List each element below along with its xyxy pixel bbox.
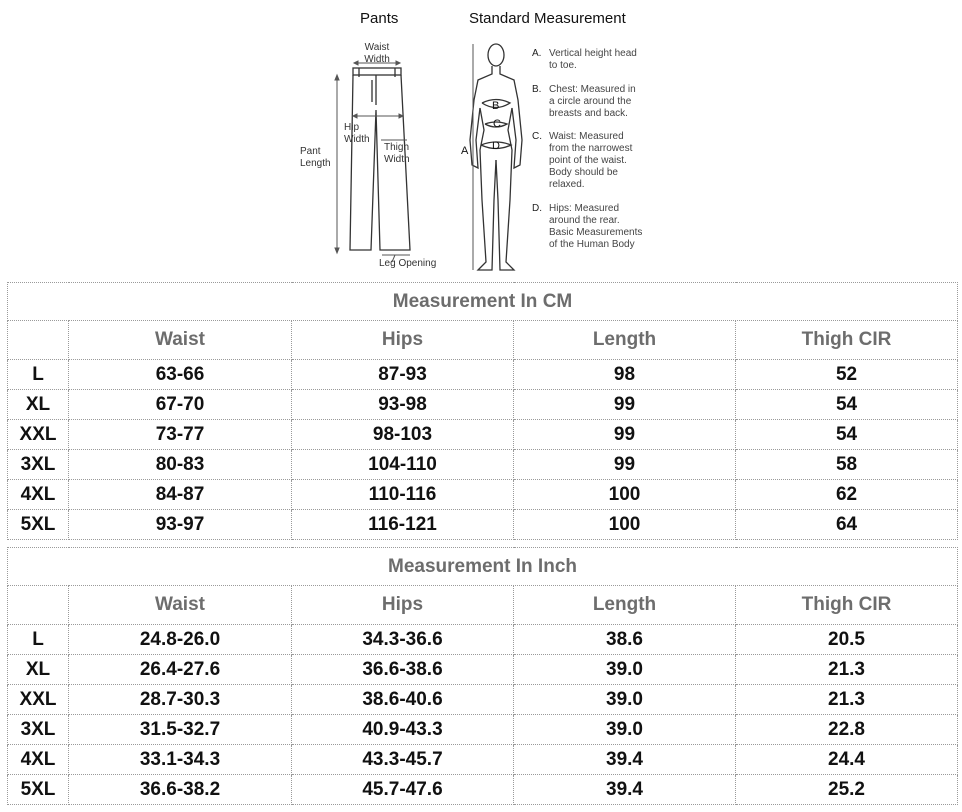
legend-item-b: B. Chest: Measured in a circle around the breasts and back. bbox=[532, 84, 636, 119]
size-cell: L bbox=[8, 360, 69, 390]
length-cell: 99 bbox=[514, 390, 736, 420]
size-cell: XXL bbox=[8, 685, 69, 715]
length-cell: 98 bbox=[514, 360, 736, 390]
hips-cell: 45.7-47.6 bbox=[292, 775, 514, 805]
body-letter-a: A bbox=[461, 145, 469, 157]
waist-cell: 26.4-27.6 bbox=[69, 655, 292, 685]
hips-cell: 43.3-45.7 bbox=[292, 745, 514, 775]
waist-cell: 31.5-32.7 bbox=[69, 715, 292, 745]
header-length: Length bbox=[514, 586, 736, 625]
length-cell: 39.4 bbox=[514, 745, 736, 775]
size-cell: 3XL bbox=[8, 450, 69, 480]
table-row bbox=[8, 420, 958, 450]
length-cell: 39.4 bbox=[514, 775, 736, 805]
hip-width-label: Hip Width bbox=[344, 122, 370, 145]
waist-width-label: Waist Width bbox=[364, 42, 390, 65]
cm-size-table bbox=[7, 282, 958, 540]
table-row bbox=[8, 510, 958, 540]
hips-cell: 104-110 bbox=[292, 450, 514, 480]
table-header-row bbox=[8, 586, 958, 625]
thigh-cell: 22.8 bbox=[736, 715, 958, 745]
table-row bbox=[8, 625, 958, 655]
header-length: Length bbox=[514, 321, 736, 360]
thigh-cell: 21.3 bbox=[736, 685, 958, 715]
size-cell: XL bbox=[8, 655, 69, 685]
header-size bbox=[8, 321, 69, 360]
size-cell: 3XL bbox=[8, 715, 69, 745]
table-row bbox=[8, 450, 958, 480]
thigh-cell: 52 bbox=[736, 360, 958, 390]
table-row bbox=[8, 655, 958, 685]
size-cell: L bbox=[8, 625, 69, 655]
table-row bbox=[8, 480, 958, 510]
waist-cell: 80-83 bbox=[69, 450, 292, 480]
hips-cell: 38.6-40.6 bbox=[292, 685, 514, 715]
size-cell: 5XL bbox=[8, 510, 69, 540]
size-cell: 5XL bbox=[8, 775, 69, 805]
hips-cell: 36.6-38.6 bbox=[292, 655, 514, 685]
header-waist: Waist bbox=[69, 321, 292, 360]
thigh-cell: 62 bbox=[736, 480, 958, 510]
thigh-cell: 64 bbox=[736, 510, 958, 540]
waist-cell: 84-87 bbox=[69, 480, 292, 510]
waist-cell: 67-70 bbox=[69, 390, 292, 420]
size-cell: XL bbox=[8, 390, 69, 420]
hips-cell: 110-116 bbox=[292, 480, 514, 510]
table-row bbox=[8, 390, 958, 420]
table-row bbox=[8, 715, 958, 745]
thigh-width-label: Thigh Width bbox=[384, 142, 410, 165]
size-cell: 4XL bbox=[8, 745, 69, 775]
table-row bbox=[8, 775, 958, 805]
length-cell: 39.0 bbox=[514, 655, 736, 685]
table-row bbox=[8, 685, 958, 715]
length-cell: 100 bbox=[514, 510, 736, 540]
thigh-cell: 24.4 bbox=[736, 745, 958, 775]
table-header-row bbox=[8, 321, 958, 360]
size-cell: 4XL bbox=[8, 480, 69, 510]
table-row bbox=[8, 745, 958, 775]
standard-measurement-title: Standard Measurement bbox=[469, 10, 626, 27]
length-cell: 39.0 bbox=[514, 715, 736, 745]
header-hips: Hips bbox=[292, 321, 514, 360]
legend-item-a: A. Vertical height head to toe. bbox=[532, 48, 637, 71]
hips-cell: 93-98 bbox=[292, 390, 514, 420]
inch-table-caption: Measurement In Inch bbox=[8, 548, 958, 586]
legend-item-c: C. Waist: Measured from the narrowest point of the waist. Body should be relaxed. bbox=[532, 131, 633, 190]
body-letter-d: D bbox=[492, 140, 500, 152]
thigh-cell: 21.3 bbox=[736, 655, 958, 685]
size-illustration bbox=[0, 0, 962, 278]
length-cell: 39.0 bbox=[514, 685, 736, 715]
waist-cell: 93-97 bbox=[69, 510, 292, 540]
length-cell: 99 bbox=[514, 420, 736, 450]
header-hips: Hips bbox=[292, 586, 514, 625]
pants-diagram-icon bbox=[0, 0, 962, 278]
header-thigh-cir: Thigh CIR bbox=[736, 321, 958, 360]
body-letter-c: C bbox=[493, 118, 501, 130]
waist-cell: 24.8-26.0 bbox=[69, 625, 292, 655]
header-waist: Waist bbox=[69, 586, 292, 625]
size-cell: XXL bbox=[8, 420, 69, 450]
hips-cell: 116-121 bbox=[292, 510, 514, 540]
header-thigh-cir: Thigh CIR bbox=[736, 586, 958, 625]
cm-table-caption: Measurement In CM bbox=[8, 283, 958, 321]
table-row bbox=[8, 360, 958, 390]
body-letter-b: B bbox=[492, 100, 500, 112]
waist-cell: 63-66 bbox=[69, 360, 292, 390]
length-cell: 38.6 bbox=[514, 625, 736, 655]
hips-cell: 98-103 bbox=[292, 420, 514, 450]
hips-cell: 40.9-43.3 bbox=[292, 715, 514, 745]
legend-item-d: D. Hips: Measured around the rear. Basic Measurements of the Human Body bbox=[532, 203, 643, 250]
thigh-cell: 54 bbox=[736, 390, 958, 420]
waist-cell: 73-77 bbox=[69, 420, 292, 450]
length-cell: 100 bbox=[514, 480, 736, 510]
thigh-cell: 58 bbox=[736, 450, 958, 480]
header-size bbox=[8, 586, 69, 625]
length-cell: 99 bbox=[514, 450, 736, 480]
thigh-cell: 25.2 bbox=[736, 775, 958, 805]
waist-cell: 33.1-34.3 bbox=[69, 745, 292, 775]
pants-title: Pants bbox=[360, 10, 399, 27]
leg-opening-label: Leg Opening bbox=[379, 258, 437, 269]
waist-cell: 28.7-30.3 bbox=[69, 685, 292, 715]
thigh-cell: 54 bbox=[736, 420, 958, 450]
inch-size-table bbox=[7, 547, 958, 805]
hips-cell: 87-93 bbox=[292, 360, 514, 390]
waist-cell: 36.6-38.2 bbox=[69, 775, 292, 805]
hips-cell: 34.3-36.6 bbox=[292, 625, 514, 655]
pant-length-label: Pant Length bbox=[300, 146, 331, 169]
thigh-cell: 20.5 bbox=[736, 625, 958, 655]
